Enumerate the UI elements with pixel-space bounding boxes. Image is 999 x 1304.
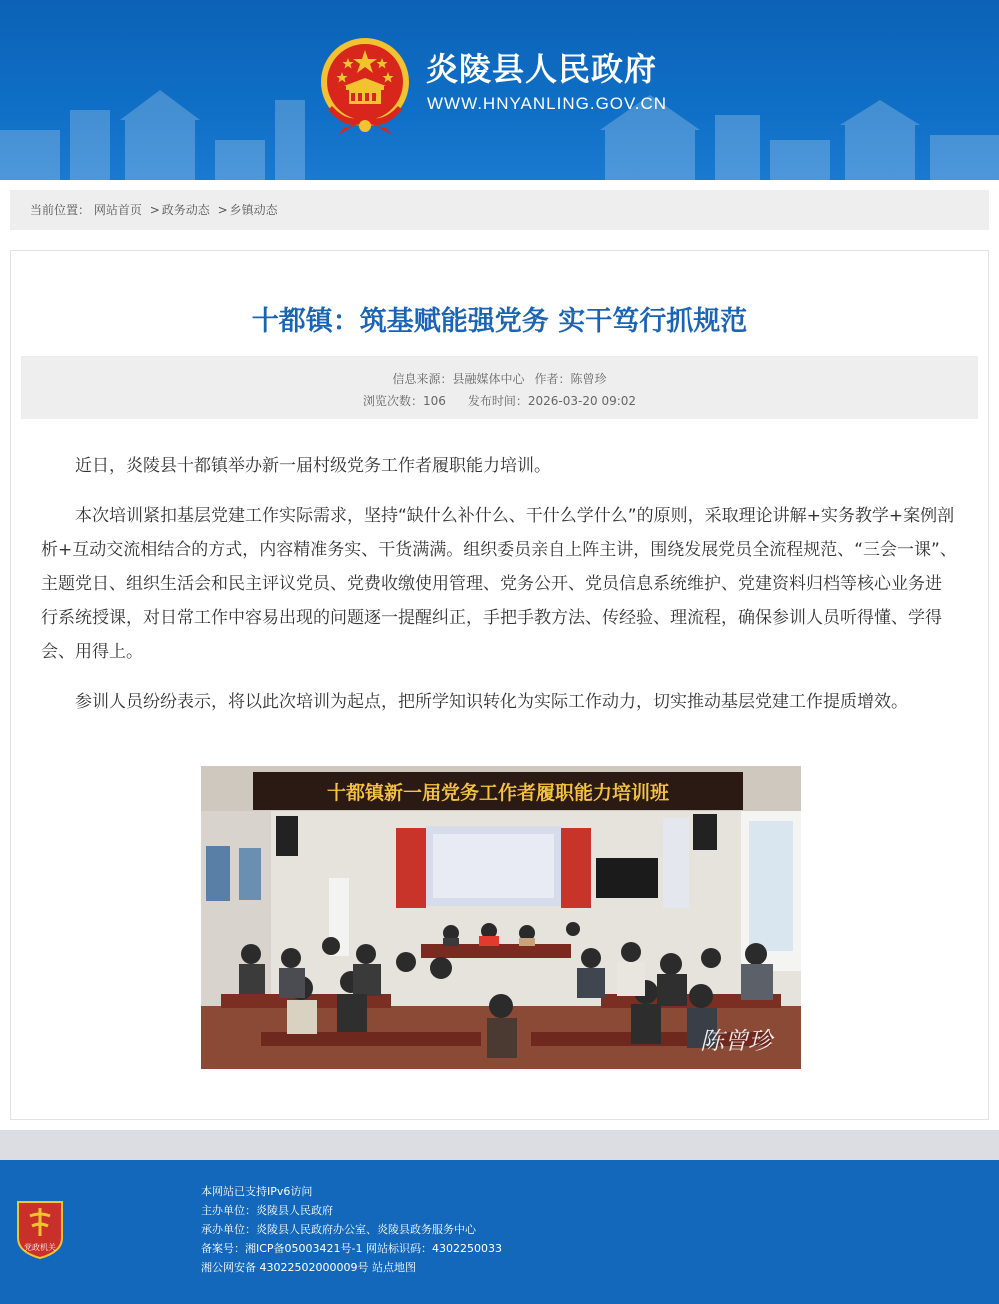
paragraph: 本次培训紧扣基层党建工作实际需求，坚持“缺什么补什么、干什么学什么”的原则，采取理论讲解+实务教学+案例剖析+互动交流相结合的方式，内容精准务实、干货满满。组织委员亲自上阵主讲，围绕发展党员全流程规范、“三会一课”、主题党日、组织生活会和民主评议党员、党费收缴使用管理、党务公开、党员信息系统维护、党建资料归档等核心业务进行系统授课，对日常工作中容易出现的问题逐一提醒纠正，手把手教方法、传经验、理流程，确保参训人员听得懂、学得会、用得上。 [41,506,957,662]
site-header [0,0,999,180]
article-title: 十都镇：筑基赋能强党务 实干笃行抓规范 [251,306,748,337]
published-label: 发布时间： [467,394,528,408]
footer-police[interactable]: 湘公网安备 43022502000009号 站点地图 [201,1261,416,1274]
source-value: 县融媒体中心 [452,372,525,386]
footer-icp[interactable]: 备案号：湘ICP备05003421号-1 网站标识码：4302250033 [201,1242,502,1255]
author-value: 陈曾珍 [570,372,607,386]
photo-signature: 陈曾珍 [700,1027,772,1055]
published-value: 2026-03-20 09:02 [527,394,637,408]
breadcrumb-separator: > [149,203,160,217]
author-label: 作者： [534,372,571,386]
paragraph: 近日，炎陵县十都镇举办新一届村级党务工作者履职能力培训。 [75,456,551,476]
views-value: 106 [422,394,446,408]
footer-info [201,1182,502,1277]
article-meta [21,356,978,419]
footer-divider-band [0,1130,999,1160]
breadcrumb-item-township[interactable]: 乡镇动态 [229,203,278,217]
training-photo-image [201,766,801,1069]
site-url[interactable]: WWW.HNYANLING.GOV.CN [427,94,668,113]
breadcrumb-label: 当前位置： [30,203,91,217]
source-label: 信息来源： [392,372,453,386]
site-name[interactable]: 炎陵县人民政府 [426,50,658,88]
breadcrumb-item-home[interactable]: 网站首页 [93,203,142,217]
badge-text: 党政机关 [24,1243,56,1252]
footer-ipv6: 本网站已支持IPv6访问 [201,1185,313,1198]
article-container [10,250,989,1120]
site-footer [0,1160,999,1304]
national-emblem-icon [318,36,412,136]
breadcrumb-item-news[interactable]: 政务动态 [161,203,210,217]
breadcrumb-separator: > [217,203,228,217]
views-label: 浏览次数： [362,394,423,408]
article-content [41,449,958,735]
party-government-badge-icon[interactable] [14,1198,66,1260]
footer-sponsor: 主办单位：炎陵县人民政府 [201,1204,333,1217]
footer-organizer: 承办单位：炎陵县人民政府办公室、炎陵县政务服务中心 [201,1223,476,1236]
breadcrumb [10,190,989,230]
photo-banner-text: 十都镇新一届党务工作者履职能力培训班 [326,782,670,804]
paragraph: 参训人员纷纷表示，将以此次培训为起点，把所学知识转化为实际工作动力，切实推动基层党建工作提质增效。 [75,692,908,712]
article-photo [201,766,801,1069]
